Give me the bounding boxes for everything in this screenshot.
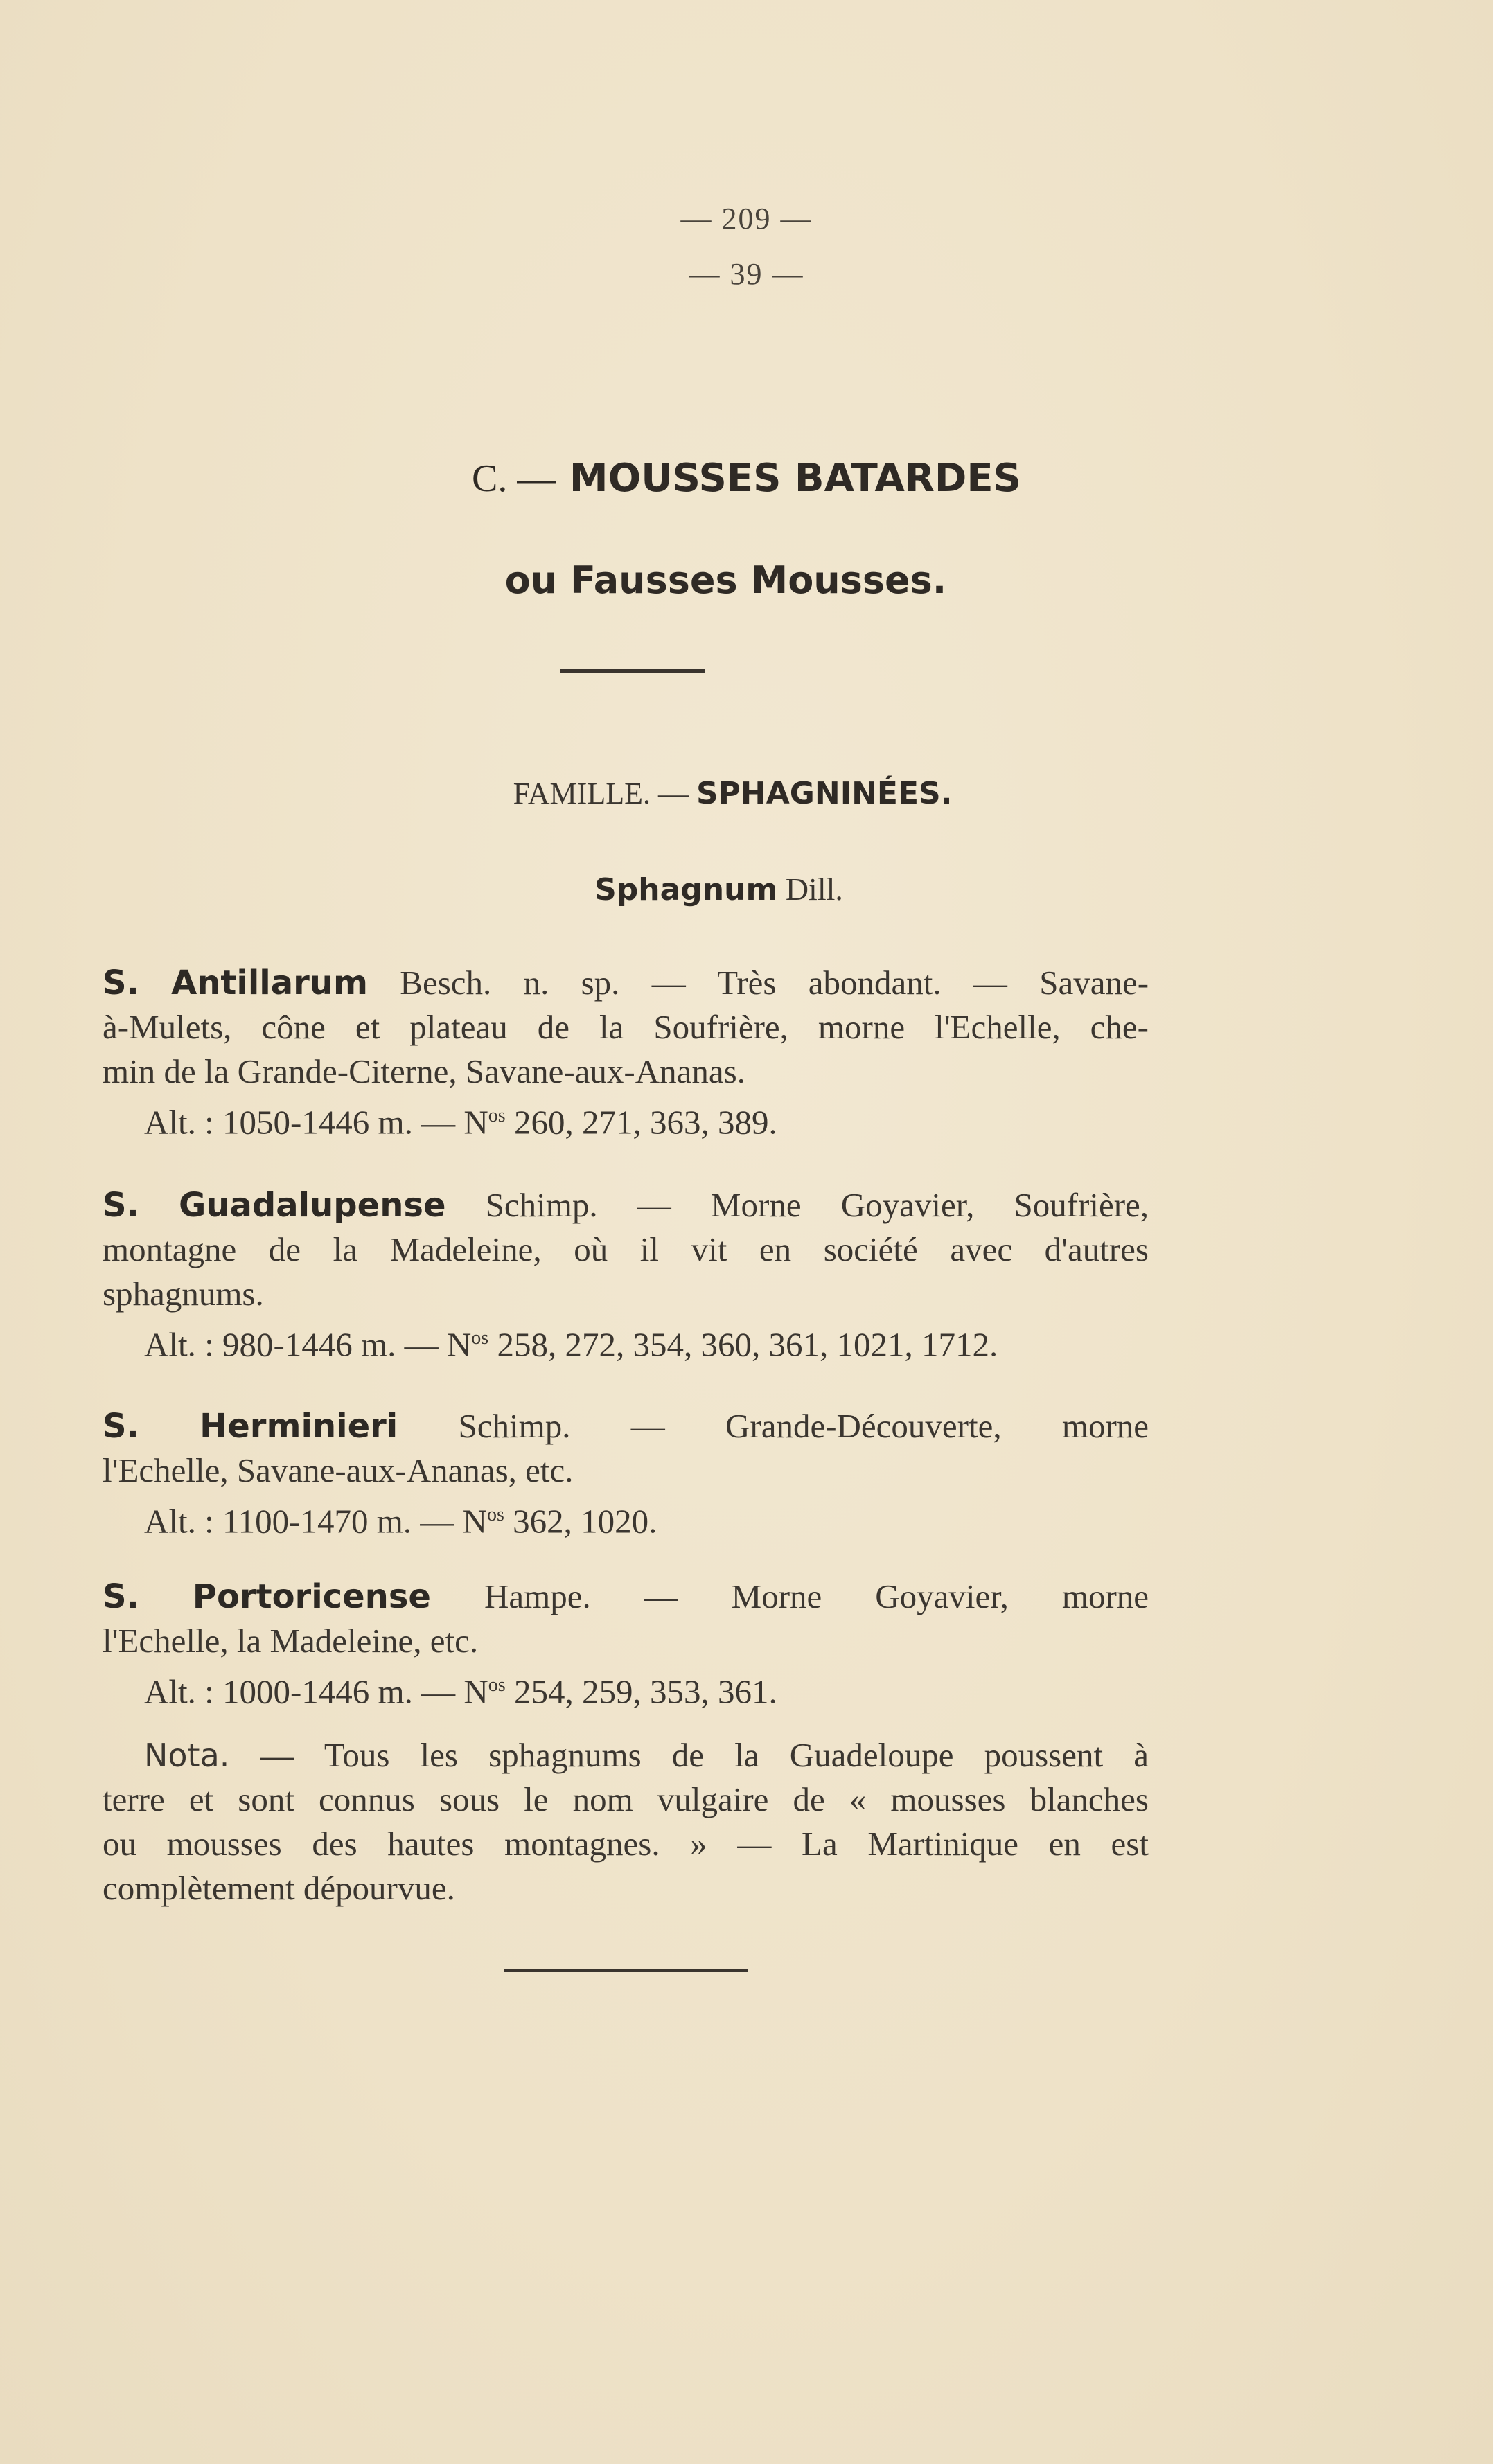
- end-divider: [504, 1969, 748, 1972]
- species-name: Antillarum: [171, 964, 368, 1002]
- species-abbr: S.: [103, 1407, 139, 1446]
- nota-label: Nota.: [144, 1737, 230, 1774]
- genus-name: Sphagnum: [594, 872, 778, 907]
- entry-line: à-Mulets, cône et plateau de la Soufrière, morne l'Echelle, che-: [103, 1008, 1149, 1046]
- numero-sup: os: [486, 1504, 504, 1525]
- altitude-text: Alt. : 1100-1470 m. — N: [144, 1502, 487, 1541]
- species-abbr: S.: [103, 1577, 139, 1616]
- altitude-line: [103, 1493, 1149, 1543]
- section-subtitle: ou Fausses Mousses.: [504, 558, 947, 602]
- entry-line: [103, 1183, 1149, 1227]
- entry-line: min de la Grande-Citerne, Savane-aux-Ananas.: [103, 1052, 745, 1090]
- altitude-text: Alt. : 1000-1446 m. — N: [144, 1672, 488, 1711]
- entry-line: [103, 1404, 1149, 1448]
- section-title-text: MOUSSES BATARDES: [569, 456, 1021, 501]
- nota-paragraph: [103, 1733, 1149, 1911]
- specimen-numbers: 254, 259, 353, 361.: [505, 1672, 777, 1711]
- numero-sup: os: [488, 1674, 506, 1696]
- entry-line: l'Echelle, la Madeleine, etc.: [103, 1622, 479, 1660]
- page-number-secondary: — 39 —: [689, 257, 804, 291]
- species-abbr: S.: [103, 964, 139, 1002]
- species-abbr: S.: [103, 1186, 139, 1225]
- altitude-text: Alt. : 1050-1446 m. — N: [144, 1103, 488, 1142]
- species-entry-antillarum: [103, 961, 1149, 1144]
- specimen-numbers: 362, 1020.: [504, 1502, 657, 1541]
- entry-line: [103, 961, 1149, 1005]
- species-entry-portoricense: [103, 1575, 1149, 1714]
- specimen-numbers: 258, 272, 354, 360, 361, 1021, 1712.: [488, 1325, 998, 1364]
- nota-line: complètement dépourvue.: [103, 1869, 455, 1907]
- nota-line: terre et sont connus sous le nom vulgaire de « mousses blanches: [103, 1780, 1149, 1818]
- species-name: Herminieri: [200, 1407, 398, 1446]
- species-entry-herminieri: [103, 1404, 1149, 1543]
- specimen-numbers: 260, 271, 363, 389.: [505, 1103, 777, 1142]
- entry-line: montagne de la Madeleine, où il vit en société avec d'autres: [103, 1230, 1149, 1268]
- entry-line: [103, 1575, 1149, 1619]
- numero-sup: os: [488, 1105, 506, 1126]
- nota-line: [103, 1733, 1149, 1778]
- page-number-primary: — 209 —: [680, 202, 813, 236]
- family-label: FAMILLE. —: [513, 777, 689, 810]
- nota-line: ou mousses des hautes montagnes. » — La Martinique en est: [103, 1825, 1149, 1863]
- family-heading: [0, 776, 1479, 811]
- entry-line: sphagnums.: [103, 1275, 264, 1313]
- altitude-line: [103, 1663, 1149, 1714]
- altitude-text: Alt. : 980-1446 m. — N: [144, 1325, 472, 1364]
- section-prefix: C. —: [472, 457, 556, 500]
- nota-text: — Tous les sphagnums de la Guadeloupe poussent à: [260, 1736, 1149, 1774]
- altitude-line: [103, 1316, 1149, 1367]
- entry-text: Schimp. — Morne Goyavier, Soufrière,: [485, 1186, 1149, 1224]
- section-title: [0, 456, 1493, 501]
- altitude-line: [103, 1094, 1149, 1144]
- entry-text: Schimp. — Grande-Découverte, morne: [458, 1407, 1149, 1445]
- numero-sup: os: [471, 1327, 489, 1349]
- entry-text: Besch. n. sp. — Très abondant. — Savane-: [400, 964, 1149, 1002]
- species-entry-guadalupense: [103, 1183, 1149, 1367]
- entry-line: l'Echelle, Savane-aux-Ananas, etc.: [103, 1451, 574, 1489]
- entry-text: Hampe. — Morne Goyavier, morne: [484, 1577, 1149, 1615]
- family-name: SPHAGNINÉES.: [696, 776, 953, 811]
- species-name: Portoricense: [192, 1577, 431, 1616]
- genus-author: Dill.: [785, 871, 843, 907]
- genus-heading: [0, 871, 1465, 907]
- species-name: Guadalupense: [178, 1186, 446, 1225]
- section-divider: [560, 669, 705, 673]
